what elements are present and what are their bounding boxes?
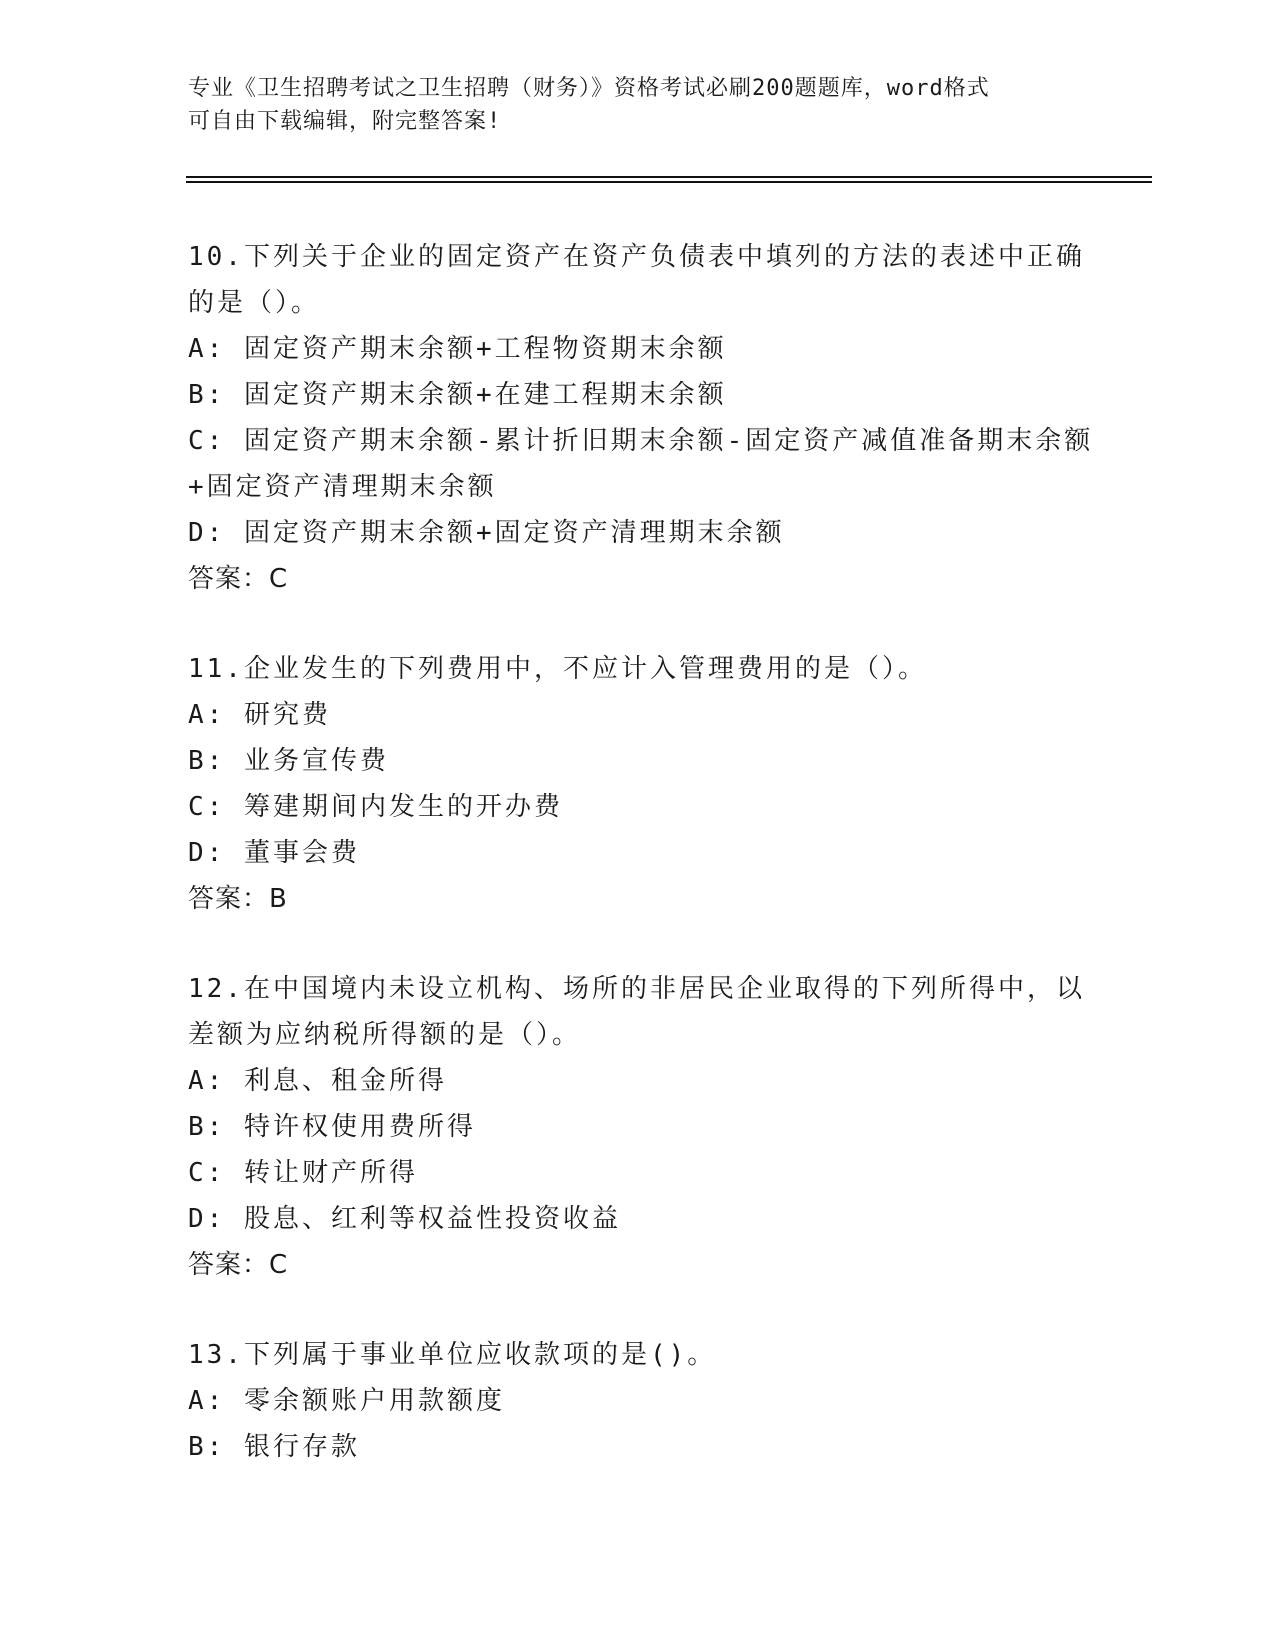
answer-option: D: 股息、红利等权益性投资收益 [188, 1204, 621, 1234]
answer-key: 答案：C [188, 564, 289, 594]
answer-option: B: 银行存款 [188, 1432, 360, 1462]
question-block [188, 646, 1088, 922]
answer-key: 答案：C [188, 1250, 289, 1280]
answer-option: B: 业务宣传费 [188, 746, 389, 776]
header-line-2: 可自由下载编辑，附完整答案! [188, 109, 502, 134]
answer-option: B: 固定资产期末余额+在建工程期末余额 [188, 380, 727, 410]
header-rule-bottom [186, 181, 1152, 183]
answer-option: D: 董事会费 [188, 838, 360, 868]
answer-option: A: 利息、租金所得 [188, 1066, 447, 1096]
answer-key: 答案：B [188, 884, 288, 914]
answer-option: A: 研究费 [188, 700, 331, 730]
question-stem: 差额为应纳税所得额的是（）。 [188, 1020, 582, 1050]
header-line-1: 专业《卫生招聘考试之卫生招聘（财务）》资格考试必刷200题题库，word格式 [188, 76, 990, 101]
answer-option: A: 零余额账户用款额度 [188, 1386, 505, 1416]
question-block [188, 966, 1088, 1288]
document-header [188, 72, 1068, 138]
question-stem: 13.下列属于事业单位应收款项的是()。 [188, 1340, 717, 1370]
question-stem: 的是（）。 [188, 288, 321, 318]
answer-option: D: 固定资产期末余额+固定资产清理期末余额 [188, 518, 785, 548]
question-block [188, 1332, 1088, 1470]
question-stem: 12.在中国境内未设立机构、场所的非居民企业取得的下列所得中，以 [188, 974, 1085, 1004]
question-block [188, 234, 1094, 602]
answer-option: A: 固定资产期末余额+工程物资期末余额 [188, 334, 727, 364]
answer-option: C: 固定资产期末余额-累计折旧期末余额-固定资产减值准备期末余额 [188, 426, 1094, 456]
answer-option: C: 转让财产所得 [188, 1158, 418, 1188]
header-rule-top [186, 176, 1152, 178]
question-stem: 10.下列关于企业的固定资产在资产负债表中填列的方法的表述中正确 [188, 242, 1085, 272]
question-list [188, 234, 1094, 1514]
answer-option: C: 筹建期间内发生的开办费 [188, 792, 563, 822]
answer-option: B: 特许权使用费所得 [188, 1112, 476, 1142]
question-stem: 11.企业发生的下列费用中，不应计入管理费用的是（）。 [188, 654, 927, 684]
answer-option: +固定资产清理期末余额 [188, 472, 497, 502]
